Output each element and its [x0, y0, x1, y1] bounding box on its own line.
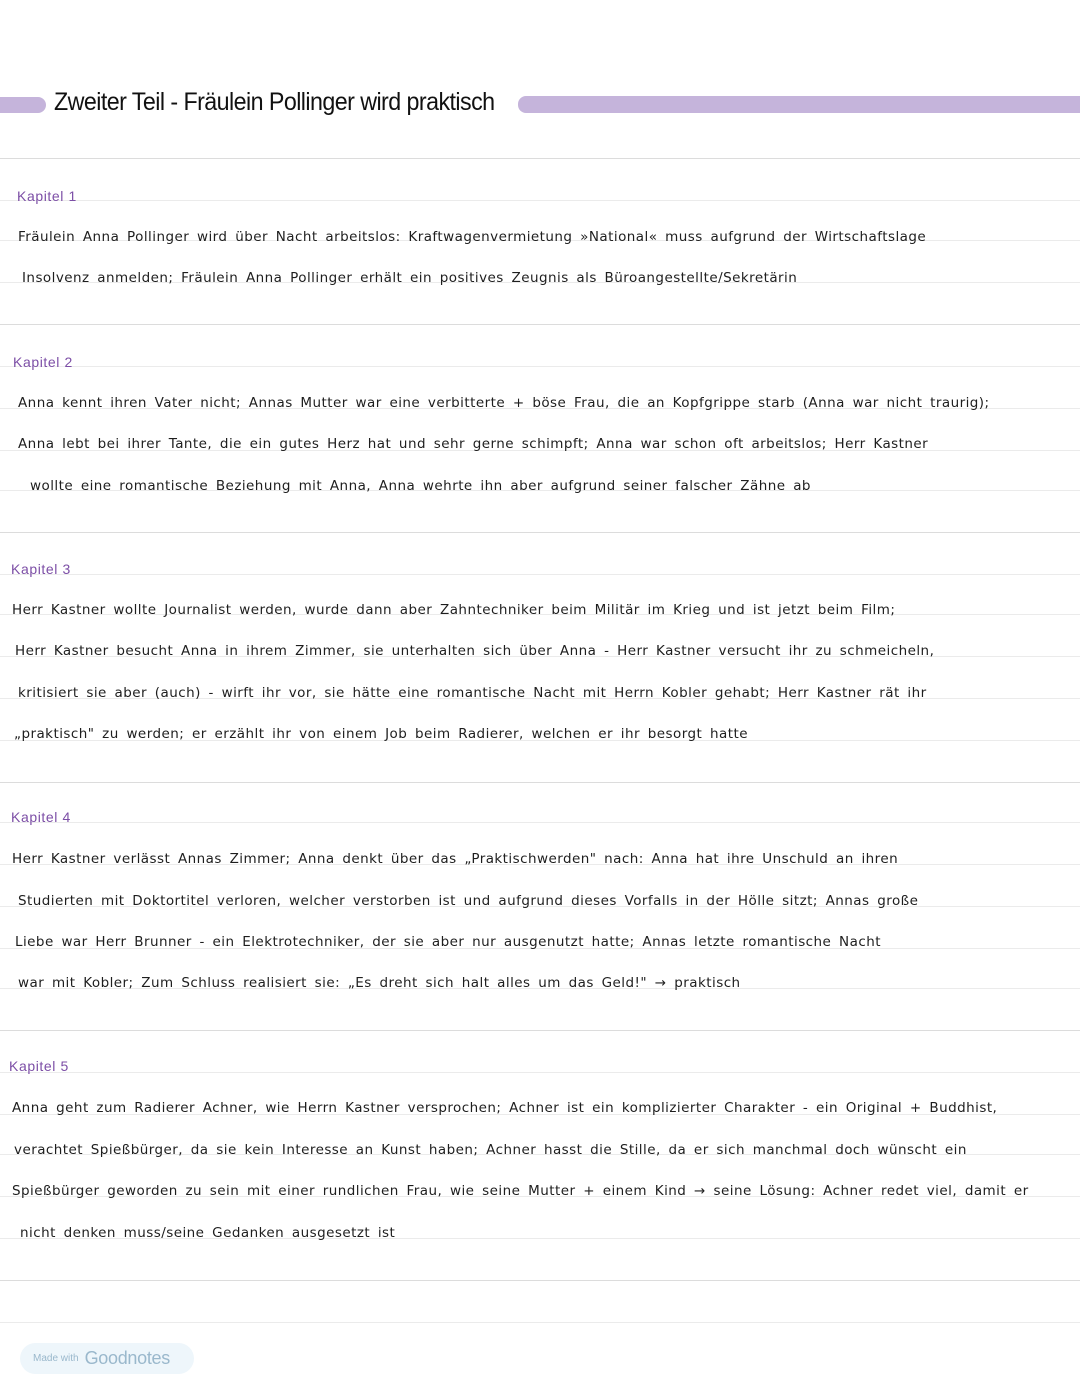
- text-line: wollte eine romantische Beziehung mit Anna, Anna wehrte ihn aber aufgrund seiner falscher Zähne ab: [30, 478, 811, 494]
- ruled-line: [0, 158, 1080, 159]
- chapter-heading: Kapitel 3: [11, 561, 71, 577]
- text-line: war mit Kobler; Zum Schluss realisiert sie: „Es dreht sich halt alles um das Geld!" → praktisch: [18, 975, 741, 991]
- text-line: Herr Kastner wollte Journalist werden, wurde dann aber Zahntechniker beim Militär im Krieg und ist jetzt beim Film;: [12, 602, 896, 618]
- ruled-line: [0, 1030, 1080, 1031]
- text-line: verachtet Spießbürger, da sie kein Interesse an Kunst haben; Achner hasst die Stille, da er sich manchmal doch wünscht ein: [14, 1142, 967, 1158]
- chapter-heading: Kapitel 1: [17, 188, 77, 204]
- ruled-line: [0, 782, 1080, 783]
- badge-prefix: Made with: [33, 1353, 79, 1364]
- text-line: nicht denken muss/seine Gedanken ausgesetzt ist: [20, 1225, 396, 1241]
- ruled-line: [0, 1072, 1080, 1073]
- title-accent-bar-left: [0, 97, 46, 113]
- chapter-heading: Kapitel 5: [9, 1058, 69, 1074]
- ruled-line: [0, 532, 1080, 533]
- text-line: Anna lebt bei ihrer Tante, die ein gutes Herz hat und sehr gerne schimpft; Anna war schon oft arbeitslos; Herr Kastner: [18, 436, 929, 452]
- text-line: Liebe war Herr Brunner - ein Elektrotechniker, der sie aber nur ausgenutzt hatte; Annas letzte romantische Nacht: [15, 934, 881, 950]
- page-title: Zweiter Teil - Fräulein Pollinger wird praktisch: [54, 88, 495, 116]
- ruled-line: [0, 200, 1080, 201]
- chapter-heading: Kapitel 4: [11, 809, 71, 825]
- ruled-line: [0, 1322, 1080, 1323]
- ruled-line: [0, 574, 1080, 575]
- text-line: Herr Kastner besucht Anna in ihrem Zimmer, sie unterhalten sich über Anna - Herr Kastner versucht ihr zu schmeicheln,: [15, 643, 935, 659]
- goodnotes-badge[interactable]: [20, 1343, 194, 1374]
- text-line: Anna geht zum Radierer Achner, wie Herrn Kastner versprochen; Achner ist ein komplizierter Charakter - ein Original + Buddhist,: [12, 1100, 998, 1116]
- text-line: kritisiert sie aber (auch) - wirft ihr vor, sie hätte eine romantische Nacht mit Herrn Kobler gehabt; Herr Kastner rät ihr: [18, 685, 927, 701]
- ruled-line: [0, 366, 1080, 367]
- text-line: Anna kennt ihren Vater nicht; Annas Mutter war eine verbitterte + böse Frau, die an Kopfgrippe starb (Anna war nicht traurig);: [18, 395, 990, 411]
- ruled-line: [0, 822, 1080, 823]
- title-accent-bar-right: [518, 96, 1080, 113]
- ruled-line: [0, 324, 1080, 325]
- chapter-heading: Kapitel 2: [13, 354, 73, 370]
- text-line: „praktisch" zu werden; er erzählt ihr von einem Job beim Radierer, welchen er ihr besorgt hatte: [14, 726, 748, 742]
- text-line: Fräulein Anna Pollinger wird über Nacht arbeitslos: Kraftwagenvermietung »National« muss aufgrund der Wirtschaftslage: [18, 229, 927, 245]
- text-line: Studierten mit Doktortitel verloren, welcher verstorben ist und aufgrund dieses Vorfalls in der Hölle sitzt; Annas große: [18, 893, 919, 909]
- text-line: Insolvenz anmelden; Fräulein Anna Pollinger erhält ein positives Zeugnis als Büroangestellte/Sekretärin: [22, 270, 798, 286]
- text-line: Herr Kastner verlässt Annas Zimmer; Anna denkt über das „Praktischwerden" nach: Anna hat ihre Unschuld an ihren: [12, 851, 899, 867]
- ruled-line: [0, 1280, 1080, 1281]
- goodnotes-logo: Goodnotes: [84, 1348, 170, 1368]
- text-line: Spießbürger geworden zu sein mit einer rundlichen Frau, wie seine Mutter + einem Kind → seine Lösung: Achner redet viel, damit er: [12, 1183, 1029, 1199]
